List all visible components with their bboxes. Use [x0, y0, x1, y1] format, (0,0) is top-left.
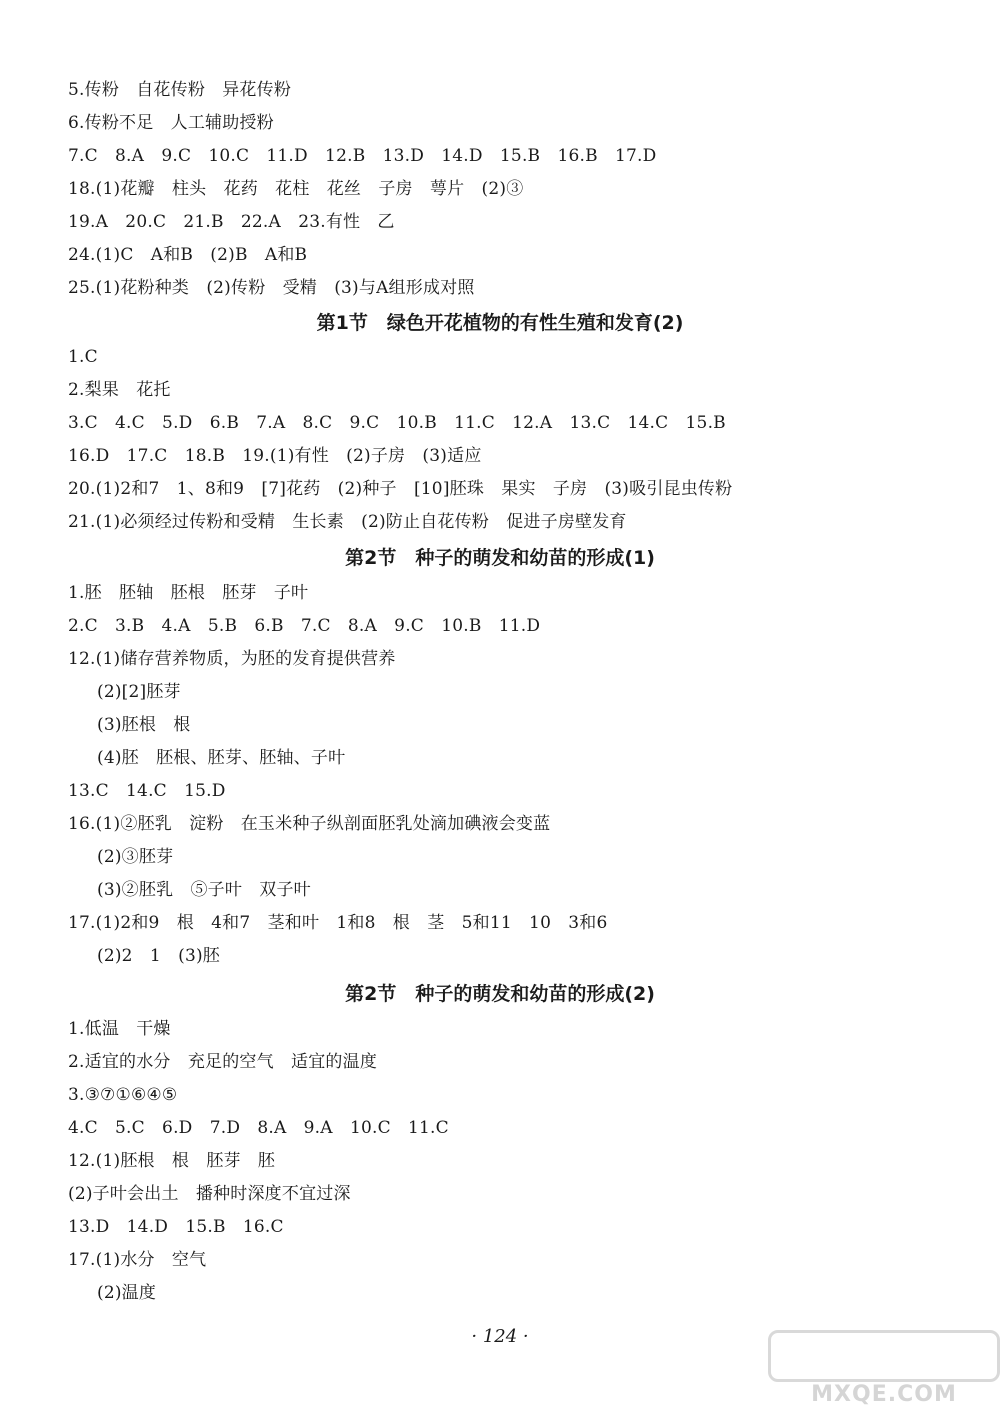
answer-line-18: 18.(1)花瓣 柱头 花药 花柱 花丝 子房 萼片 (2)③ [68, 179, 524, 199]
answer-line-7-17: 7.C 8.A 9.C 10.C 11.D 12.B 13.D 14.D 15.B 16.B 17.D [68, 146, 657, 166]
answer-line-s2a-17-2: (2)2 1 (3)胚 [97, 946, 220, 966]
answer-line-s2b-17-2: (2)温度 [97, 1283, 157, 1303]
answer-line-5: 5.传粉 自花传粉 异花传粉 [68, 80, 292, 100]
answer-line-s2a-1: 1.胚 胚轴 胚根 胚芽 子叶 [68, 583, 309, 603]
answer-line-s2a-16-3: (3)②胚乳 ⑤子叶 双子叶 [97, 880, 311, 900]
answer-line-s1-1: 1.C [68, 347, 98, 367]
page-number: · 124 · [471, 1326, 529, 1347]
answer-line-s2b-2: 2.适宜的水分 充足的空气 适宜的温度 [68, 1052, 378, 1072]
answer-line-s2b-4-11: 4.C 5.C 6.D 7.D 8.A 9.A 10.C 11.C [68, 1118, 449, 1138]
answer-line-s2b-3: 3.③⑦①⑥④⑤ [68, 1085, 178, 1105]
section-heading-1-2: 第1节 绿色开花植物的有性生殖和发育(2) [316, 312, 684, 334]
answer-line-s2a-2-11: 2.C 3.B 4.A 5.B 6.B 7.C 8.A 9.C 10.B 11.D [68, 616, 541, 636]
answer-line-s2a-17: 17.(1)2和9 根 4和7 茎和叶 1和8 根 茎 5和11 10 3和6 [68, 913, 608, 933]
answer-line-s1-2: 2.梨果 花托 [68, 380, 171, 400]
answer-line-s2b-17: 17.(1)水分 空气 [68, 1250, 207, 1270]
watermark-text: MXQE.COM [811, 1382, 957, 1407]
section-heading-2-2: 第2节 种子的萌发和幼苗的形成(2) [345, 983, 655, 1005]
answer-line-s2a-12-4: (4)胚 胚根、胚芽、胚轴、子叶 [97, 748, 346, 768]
watermark-badge-icon [768, 1330, 1000, 1382]
answer-line-s2a-16: 16.(1)②胚乳 淀粉 在玉米种子纵剖面胚乳处滴加碘液会变蓝 [68, 814, 551, 834]
section-heading-2-1: 第2节 种子的萌发和幼苗的形成(1) [345, 547, 655, 569]
answer-line-s1-20: 20.(1)2和7 1、8和9 [7]花药 (2)种子 [10]胚珠 果实 子房 (3)吸引昆虫传粉 [68, 479, 733, 499]
answer-line-s2b-13-16: 13.D 14.D 15.B 16.C [68, 1217, 284, 1237]
answer-line-s2a-13-15: 13.C 14.C 15.D [68, 781, 226, 801]
answer-line-s2a-12: 12.(1)储存营养物质，为胚的发育提供营养 [68, 649, 396, 669]
answer-line-s1-16-19: 16.D 17.C 18.B 19.(1)有性 (2)子房 (3)适应 [68, 446, 482, 466]
answer-line-s1-3-15: 3.C 4.C 5.D 6.B 7.A 8.C 9.C 10.B 11.C 12.A 13.C 14.C 15.B [68, 413, 726, 433]
answer-line-s2b-12-2: (2)子叶会出土 播种时深度不宜过深 [68, 1184, 351, 1204]
answer-line-6: 6.传粉不足 人工辅助授粉 [68, 113, 274, 133]
answer-line-25: 25.(1)花粉种类 (2)传粉 受精 (3)与A组形成对照 [68, 278, 475, 298]
answer-line-s2a-12-2: (2)[2]胚芽 [97, 682, 181, 702]
answer-line-s1-21: 21.(1)必须经过传粉和受精 生长素 (2)防止自花传粉 促进子房壁发育 [68, 512, 627, 532]
answer-line-s2b-12: 12.(1)胚根 根 胚芽 胚 [68, 1151, 276, 1171]
answer-line-24: 24.(1)C A和B (2)B A和B [68, 245, 308, 265]
watermark-logo [768, 1330, 1000, 1408]
answer-line-19-23: 19.A 20.C 21.B 22.A 23.有性 乙 [68, 212, 395, 232]
answer-line-s2b-1: 1.低温 干燥 [68, 1019, 171, 1039]
answer-line-s2a-16-2: (2)③胚芽 [97, 847, 174, 867]
answer-line-s2a-12-3: (3)胚根 根 [97, 715, 191, 735]
